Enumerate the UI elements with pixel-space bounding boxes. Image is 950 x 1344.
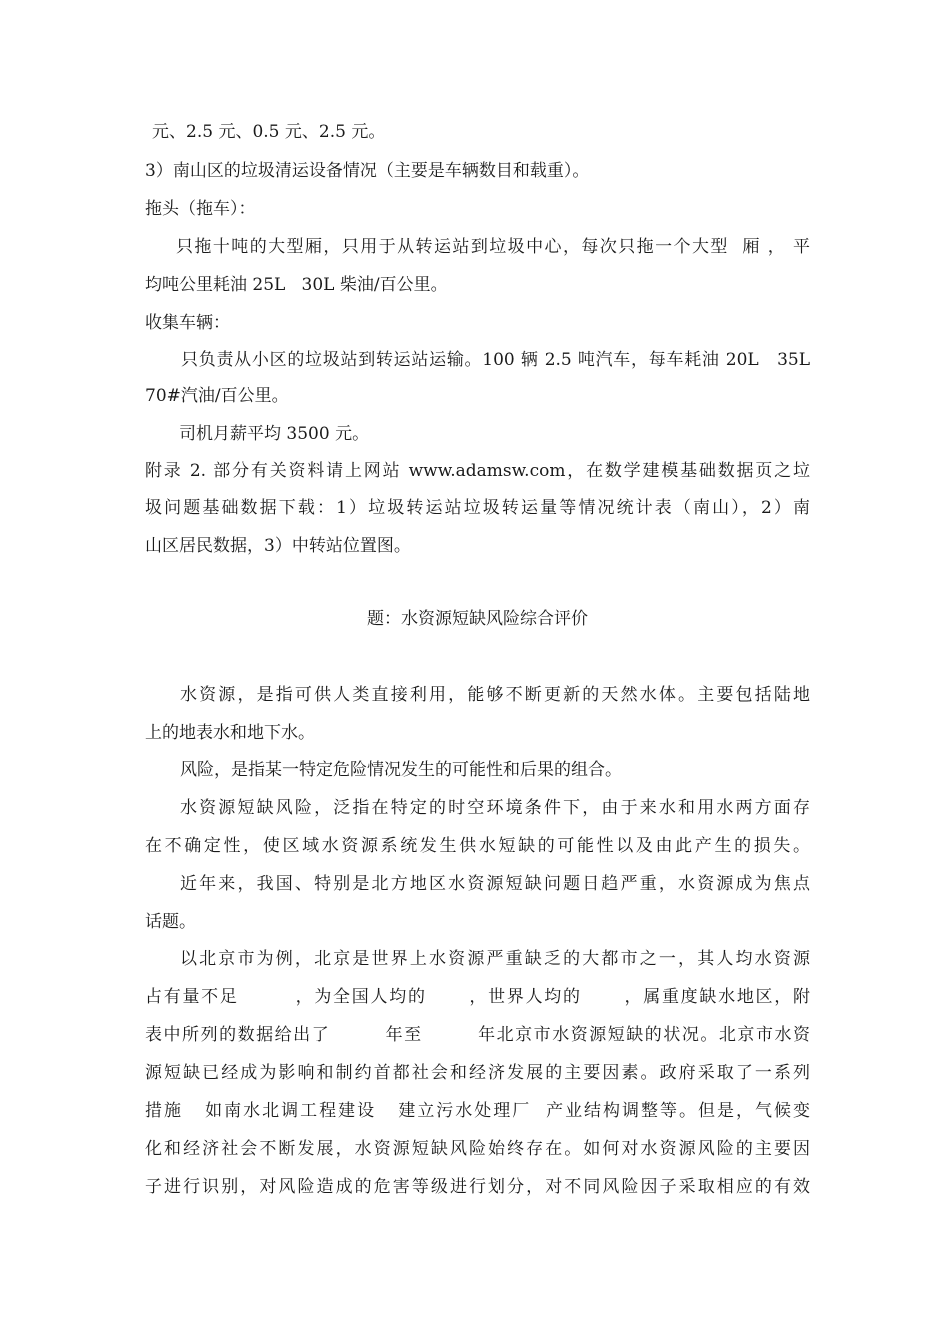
text-line-22: 表中所列的数据给出了 年至 年北京市水资源短缺的状况。北京市水资 xyxy=(145,1025,810,1045)
text-line-26: 子进行识别，对风险造成的危害等级进行划分，对不同风险因子采取相应的有效 xyxy=(145,1177,810,1197)
section-title: 题：水资源短缺风险综合评价 xyxy=(367,609,588,629)
text-line-16: 水资源短缺风险，泛指在特定的时空环境条件下，由于来水和用水两方面存 xyxy=(180,798,810,818)
text-line-5: 均吨公里耗油 25L 30L 柴油/百公里。 xyxy=(145,275,448,295)
text-line-13: 水资源，是指可供人类直接利用，能够不断更新的天然水体。主要包括陆地 xyxy=(180,685,810,705)
text-line-18: 近年来，我国、特别是北方地区水资源短缺问题日趋严重，水资源成为焦点 xyxy=(180,874,810,894)
text-line-15: 风险，是指某一特定危险情况发生的可能性和后果的组合。 xyxy=(180,760,622,780)
text-line-25: 化和经济社会不断发展，水资源短缺风险始终存在。如何对水资源风险的主要因 xyxy=(145,1139,810,1159)
text-line-17: 在不确定性，使区域水资源系统发生供水短缺的可能性以及由此产生的损失。 xyxy=(145,836,810,856)
text-line-12: 山区居民数据，3）中转站位置图。 xyxy=(145,536,411,556)
text-line-9: 司机月薪平均 3500 元。 xyxy=(179,424,370,444)
text-line-10: 附录 2. 部分有关资料请上网站 www.adamsw.com，在数学建模基础数据页之垃 xyxy=(145,461,810,481)
text-line-21: 占有量不足 ，为全国人均的 ，世界人均的 ，属重度缺水地区，附 xyxy=(145,987,810,1007)
text-line-8: 70#汽油/百公里。 xyxy=(145,386,289,406)
text-line-11: 圾问题基础数据下载：1）垃圾转运站垃圾转运量等情况统计表（南山），2）南 xyxy=(145,498,810,518)
text-line-19: 话题。 xyxy=(145,912,196,932)
text-line-20: 以北京市为例，北京是世界上水资源严重缺乏的大都市之一，其人均水资源 xyxy=(180,949,810,969)
text-line-3: 拖头（拖车）： xyxy=(145,199,256,219)
text-line-24: 措施 如南水北调工程建设 建立污水处理厂 产业结构调整等。但是，气候变 xyxy=(145,1101,810,1121)
text-line-4: 只拖十吨的大型厢，只用于从转运站到垃圾中心，每次只拖一个大型 厢 ， 平 xyxy=(176,237,810,257)
text-line-14: 上的地表水和地下水。 xyxy=(145,723,315,743)
text-line-2: 3）南山区的垃圾清运设备情况（主要是车辆数目和载重）。 xyxy=(145,161,590,181)
text-line-7: 只负责从小区的垃圾站到转运站运输。100 辆 2.5 吨汽车，每车耗油 20L 35L xyxy=(181,350,810,370)
text-line-23: 源短缺已经成为影响和制约首都社会和经济发展的主要因素。政府采取了一系列 xyxy=(145,1063,810,1083)
text-line-1: 元、2.5 元、0.5 元、2.5 元。 xyxy=(152,122,386,142)
text-line-6: 收集车辆： xyxy=(145,313,230,333)
